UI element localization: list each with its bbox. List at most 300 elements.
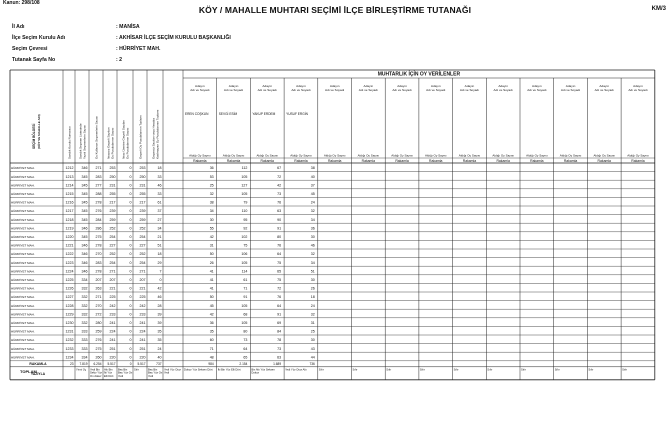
- row-value: 345: [81, 183, 88, 188]
- column-header: Sandık Kurulu Numarası: [67, 126, 72, 159]
- row-value: 0: [129, 260, 132, 265]
- row-vote: 35: [209, 329, 214, 334]
- row-vote: 76: [277, 295, 282, 300]
- row-value: 346: [81, 166, 88, 171]
- row-value: 0: [129, 209, 132, 214]
- row-value: 37: [157, 209, 162, 214]
- row-vote: 78: [277, 338, 282, 343]
- row-value: 51: [157, 243, 162, 248]
- info-label: İlçe Seçim Kurulu Adı: [12, 35, 66, 41]
- votes-header: MUHTARLIK İÇİN OY VERİLENLER: [377, 71, 461, 78]
- candidate-head: Adı ve Soyadı: [358, 88, 378, 92]
- row-vote: 42: [209, 312, 214, 317]
- row-district: HÜRRİYET MAH.: [11, 329, 35, 334]
- row-value: 233: [139, 312, 146, 317]
- candidate-head: Adayın: [228, 84, 239, 88]
- row-vote: 53: [209, 174, 214, 179]
- row-vote: 76: [277, 200, 282, 205]
- row-vote: 60: [209, 338, 214, 343]
- row-district: HÜRRİYET MAH.: [11, 278, 35, 282]
- row-value: 28: [157, 303, 162, 308]
- digits-label: Rakamla: [530, 159, 544, 163]
- column-header: Geçersiz Sayılan veya Hesaba: [151, 117, 156, 159]
- row-value: 259: [109, 217, 116, 222]
- row-vote: 32: [310, 252, 315, 257]
- page-title: KÖY / MAHALLE MUHTARI SEÇİMİ İLÇE BİRLEŞTİRME TUTANAĞI: [198, 5, 472, 15]
- row-value: 0: [129, 166, 132, 171]
- law-reference: Kanun: 298/108: [3, 0, 40, 6]
- candidate-head: Adayın: [633, 84, 643, 88]
- row-value: 221: [139, 286, 146, 291]
- row-value: 227: [109, 243, 116, 248]
- row-value: 345: [81, 235, 88, 239]
- row-district: HÜRRİYET MAH.: [11, 217, 35, 222]
- row-value: 220: [109, 355, 116, 360]
- column-header: (KÖY VE MAHALLE ADI): [37, 114, 41, 149]
- row-value: 0: [129, 329, 132, 334]
- vote-count-label: Aldığı Oy Sayısı: [189, 153, 211, 158]
- vote-count-label: Aldığı Oy Sayısı: [222, 153, 245, 158]
- words-cell: Altı Bin: [104, 368, 113, 372]
- words-cell: Elli Dört: [104, 374, 114, 378]
- row-value: 346: [81, 243, 88, 248]
- row-value: 217: [139, 200, 146, 205]
- row-value: 220: [139, 355, 146, 360]
- row-value: 46: [157, 295, 162, 300]
- row-value: 207: [139, 278, 146, 282]
- candidate-name: EREN COŞKUN: [185, 112, 209, 116]
- column-header: İtiraz Üzerine Geçerli Sayılan: [121, 120, 126, 159]
- candidate-head: Adayın: [397, 84, 407, 88]
- words-cell: Beş Yüz On: [118, 371, 133, 375]
- row-vote: 61: [243, 278, 248, 282]
- row-value: 254: [139, 235, 146, 239]
- row-district: HÜRRİYET MAH.: [11, 260, 35, 265]
- digits-label: Rakamla: [260, 159, 274, 163]
- vote-count-label: Aldığı Oy Sayısı: [256, 153, 279, 158]
- row-value: 254: [139, 260, 146, 265]
- row-vote: 72: [277, 174, 282, 179]
- row-value: 1223: [65, 260, 74, 265]
- row-value: 333: [81, 329, 88, 334]
- row-value: 286: [95, 226, 102, 231]
- candidate-head: Adı ve Soyadı: [493, 88, 513, 92]
- words-cell: Sekiz Yüz: [90, 371, 102, 375]
- row-value: 277: [95, 183, 102, 188]
- row-vote: 36: [310, 226, 315, 231]
- row-value: 1230: [65, 321, 74, 325]
- row-value: 270: [95, 252, 102, 257]
- row-value: 1219: [65, 226, 74, 231]
- row-vote: 106: [241, 252, 248, 257]
- row-value: 225: [109, 295, 116, 300]
- candidate-head: Adayın: [363, 84, 374, 88]
- row-vote: 67: [277, 166, 282, 171]
- row-value: 1234: [65, 355, 74, 360]
- row-value: 21: [157, 235, 162, 239]
- row-value: 1225: [65, 278, 74, 282]
- total-vote: 984: [208, 362, 214, 367]
- row-value: 253: [109, 166, 116, 171]
- row-value: 346: [81, 269, 88, 274]
- words-vote: Sıfır: [318, 368, 324, 372]
- row-value: 0: [129, 200, 132, 205]
- candidate-head: Adayın: [296, 84, 306, 88]
- words-vote: Sıfır: [622, 368, 628, 372]
- row-value: 288: [95, 192, 102, 196]
- row-value: 0: [129, 235, 132, 239]
- row-value: 263: [95, 286, 102, 291]
- row-vote: 44: [310, 355, 315, 360]
- row-value: 239: [139, 209, 146, 214]
- vote-count-label: Aldığı Oy Sayısı: [424, 153, 447, 158]
- row-vote: 45: [310, 192, 315, 196]
- row-value: 0: [129, 269, 132, 274]
- row-value: 332: [81, 312, 88, 317]
- words-vote: Sıfır: [521, 368, 526, 372]
- row-value: 271: [109, 269, 116, 274]
- row-vote: 30: [310, 338, 315, 343]
- row-district: HÜRRİYET MAH.: [11, 269, 35, 274]
- row-value: 221: [109, 286, 116, 291]
- digits-label: Rakamla: [563, 159, 578, 163]
- row-value: 29: [157, 260, 162, 265]
- row-value: 1218: [65, 217, 74, 222]
- digits-label: Rakamla: [294, 159, 308, 163]
- row-value: 225: [139, 295, 146, 300]
- row-vote: 41: [209, 269, 214, 274]
- row-value: 346: [81, 252, 88, 257]
- row-vote: 92: [243, 226, 248, 231]
- row-vote: 34: [209, 209, 214, 214]
- row-value: 242: [109, 303, 116, 308]
- row-vote: 76: [277, 243, 282, 248]
- row-value: 276: [95, 338, 102, 343]
- row-value: 271: [95, 166, 102, 171]
- row-vote: 75: [277, 278, 282, 282]
- vote-count-label: Aldığı Oy Sayısı: [627, 153, 649, 158]
- total-vote: 2.154: [239, 362, 248, 367]
- words-cell: Sıfır: [134, 368, 139, 372]
- words-vote: Yedi Yüz Otuz Altı: [285, 368, 307, 372]
- row-vote: 41: [209, 278, 214, 282]
- row-vote: 55: [209, 226, 214, 231]
- row-vote: 91: [243, 295, 248, 300]
- row-value: 0: [129, 346, 132, 351]
- total-row-label: TOPLAM: [20, 368, 37, 374]
- row-value: 1229: [65, 312, 74, 317]
- words-vote: Sıfır: [386, 368, 392, 372]
- row-district: HÜRRİYET MAH.: [11, 166, 35, 171]
- row-value: 224: [109, 329, 116, 334]
- row-district: HÜRRİYET MAH.: [11, 321, 35, 325]
- candidate-head: Adayın: [195, 84, 205, 88]
- vote-count-label: Aldığı Oy Sayısı: [391, 153, 413, 158]
- vote-count-label: Aldığı Oy Sayısı: [458, 153, 481, 158]
- row-vote: 37: [310, 183, 315, 188]
- candidate-head: Adı ve Soyadı: [291, 88, 311, 92]
- words-vote: Dokuz Yüz Seksen Dört: [184, 368, 213, 372]
- row-value: 252: [109, 226, 116, 231]
- candidate-head: Adı ve Soyadı: [257, 88, 277, 92]
- row-district: HÜRRİYET MAH.: [11, 312, 35, 317]
- vote-count-label: Aldığı Oy Sayısı: [290, 153, 312, 158]
- row-vote: 40: [310, 174, 315, 179]
- row-value: 332: [81, 286, 88, 291]
- row-value: 207: [95, 278, 102, 282]
- row-vote: 102: [241, 235, 248, 239]
- candidate-head: Adı ve Soyadı: [527, 88, 547, 92]
- column-header: Geçerli Oy Pusulalarının Toplamı: [138, 115, 143, 159]
- row-value: 1231: [65, 329, 74, 334]
- row-value: 275: [95, 346, 102, 351]
- candidate-head: Adı ve Soyadı: [628, 88, 648, 92]
- candidate-head: Adayın: [599, 84, 610, 88]
- words-vote: Bin Altı Yüz Seksen: [251, 368, 275, 372]
- digits-label: Rakamla: [631, 159, 645, 163]
- row-value: 241: [109, 338, 116, 343]
- row-value: 259: [95, 329, 102, 334]
- row-vote: 91: [277, 226, 282, 231]
- row-value: 233: [109, 312, 116, 317]
- row-vote: 36: [209, 321, 214, 325]
- row-vote: 51: [310, 269, 315, 274]
- row-value: 1227: [65, 295, 74, 300]
- column-header: Oy Pusulalarının Sayısı: [110, 127, 115, 159]
- row-value: 346: [81, 260, 88, 265]
- row-vote: 127: [241, 183, 248, 188]
- row-value: 0: [129, 355, 132, 360]
- row-value: 0: [129, 183, 132, 188]
- row-district: HÜRRİYET MAH.: [11, 286, 35, 291]
- row-value: 35: [157, 329, 162, 334]
- row-vote: 50: [209, 252, 214, 257]
- candidate-head: Adayın: [498, 84, 508, 88]
- vote-count-label: Aldığı Oy Sayısı: [593, 153, 616, 158]
- row-value: 251: [139, 346, 146, 351]
- row-value: 1216: [65, 200, 74, 205]
- row-district: HÜRRİYET MAH.: [11, 209, 35, 214]
- column-header: Oy Kullanan Seçmenlerin Sayısı: [94, 115, 99, 159]
- column-header: İtirazsız Geçerli Sayılan: [106, 127, 111, 159]
- row-value: 283: [95, 260, 102, 265]
- row-value: 1217: [65, 209, 74, 214]
- row-value: 332: [81, 303, 88, 308]
- words-vote: Sıfır: [588, 368, 594, 372]
- row-value: 231: [139, 183, 146, 188]
- info-value: : AKHİSAR İLÇE SEÇİM KURULU BAŞKANLIĞI: [116, 35, 231, 41]
- row-vote: 84: [277, 329, 282, 334]
- row-value: 270: [95, 303, 102, 308]
- candidate-head: Adı ve Soyadı: [426, 88, 446, 92]
- vote-count-label: Aldığı Oy Sayısı: [526, 153, 548, 158]
- row-value: 239: [109, 209, 116, 214]
- words-vote: Sıfır: [453, 368, 459, 372]
- row-district: HÜRRİYET MAH.: [11, 243, 35, 248]
- row-vote: 31: [310, 321, 315, 325]
- candidate-head: Adı ve Soyadı: [325, 88, 345, 92]
- row-value: 0: [129, 312, 132, 317]
- row-value: 40: [157, 355, 162, 360]
- digits-label: Rakamla: [395, 159, 409, 163]
- candidate-head: Adı ve Soyadı: [594, 88, 614, 92]
- row-value: 1226: [65, 286, 74, 291]
- candidate-head: Adayın: [464, 84, 475, 88]
- info-label: Tutanak Sayfa No: [12, 57, 56, 63]
- row-district: HÜRRİYET MAH.: [11, 226, 35, 231]
- digits-label: Rakamla: [496, 159, 510, 163]
- row-value: 1214: [65, 183, 74, 188]
- row-district: HÜRRİYET MAH.: [11, 252, 35, 257]
- row-vote: 69: [277, 321, 282, 325]
- row-value: 0: [129, 226, 132, 231]
- row-value: 1232: [65, 338, 74, 343]
- totals-label: RAKAMLA: [29, 362, 47, 367]
- row-value: 241: [109, 321, 116, 325]
- row-value: 46: [157, 183, 162, 188]
- row-value: 207: [109, 278, 116, 282]
- row-vote: 25: [209, 183, 214, 188]
- row-vote: 43: [310, 346, 315, 351]
- row-value: 250: [109, 174, 116, 179]
- row-value: 1224: [65, 269, 74, 274]
- row-vote: 25: [310, 329, 315, 334]
- column-header: Oy Pusulalarının Sayısı: [125, 127, 130, 159]
- row-value: 260: [95, 355, 102, 360]
- row-vote: 32: [310, 209, 315, 214]
- words-cell: Yedi: [148, 374, 154, 378]
- row-value: 242: [139, 303, 146, 308]
- row-value: 284: [95, 217, 102, 222]
- total-value: 7.819: [79, 362, 88, 367]
- row-vote: 79: [243, 200, 248, 205]
- row-vote: 46: [310, 243, 315, 248]
- total-vote: 1.689: [273, 362, 282, 367]
- row-value: 39: [157, 321, 162, 325]
- row-value: 345: [81, 200, 88, 205]
- row-value: 278: [95, 243, 102, 248]
- vote-count-label: Aldığı Oy Sayısı: [492, 153, 514, 158]
- total-vote: 736: [309, 362, 315, 367]
- total-value: 0: [129, 362, 132, 367]
- row-value: 272: [95, 312, 102, 317]
- row-value: 280: [95, 321, 102, 325]
- row-value: 7: [159, 269, 162, 274]
- row-value: 0: [129, 217, 132, 222]
- row-value: 1212: [65, 166, 74, 171]
- row-value: 250: [139, 174, 146, 179]
- row-value: 333: [81, 346, 88, 351]
- row-value: 259: [139, 217, 146, 222]
- digits-label: Rakamla: [429, 159, 443, 163]
- row-vote: 112: [241, 166, 248, 171]
- total-value: 6.254: [93, 362, 102, 367]
- row-value: 332: [81, 295, 88, 300]
- row-vote: 80: [243, 329, 248, 334]
- row-vote: 30: [310, 278, 315, 282]
- row-vote: 64: [277, 303, 282, 308]
- row-value: 252: [139, 226, 146, 231]
- row-value: 33: [157, 192, 162, 196]
- digits-label: Rakamla: [462, 159, 477, 163]
- candidate-head: Adı ve Soyadı: [459, 88, 480, 92]
- row-vote: 38: [310, 166, 315, 171]
- row-value: 276: [95, 209, 102, 214]
- row-vote: 48: [209, 355, 214, 360]
- row-vote: 32: [310, 312, 315, 317]
- row-vote: 91: [277, 312, 282, 317]
- digits-label: Rakamla: [327, 159, 342, 163]
- row-value: 61: [157, 200, 162, 205]
- row-vote: 71: [209, 346, 214, 351]
- words-vote: Sıfır: [554, 368, 560, 372]
- words-cell: Beş Bin: [148, 368, 158, 372]
- row-value: 18: [157, 166, 162, 171]
- column-header: Katılmayan Oy Pusulalarının Toplamı: [155, 109, 160, 159]
- row-value: 332: [81, 321, 88, 325]
- words-label: YAZIYLA: [30, 371, 46, 376]
- row-vote: 18: [310, 295, 315, 300]
- row-vote: 31: [209, 243, 214, 248]
- row-value: 0: [159, 278, 162, 282]
- row-value: 253: [139, 166, 146, 171]
- row-value: 255: [109, 192, 116, 196]
- row-value: 334: [81, 278, 88, 282]
- words-cell: Beş Bin: [118, 368, 128, 372]
- row-vote: 34: [310, 260, 315, 265]
- row-value: 252: [139, 252, 146, 257]
- candidate-name: YAKUP ERDEM: [252, 112, 276, 116]
- row-vote: 110: [241, 209, 248, 214]
- row-vote: 26: [209, 260, 214, 265]
- row-value: 271: [139, 269, 146, 274]
- row-vote: 32: [209, 192, 214, 196]
- column-header: Sandık Seçmen Listesinde: [78, 123, 83, 159]
- digits-label: Rakamla: [193, 159, 207, 163]
- candidate-head: Adayın: [329, 84, 340, 88]
- row-value: 0: [129, 278, 132, 282]
- row-vote: 30: [209, 217, 214, 222]
- row-vote: 75: [243, 243, 248, 248]
- row-vote: 95: [243, 217, 248, 222]
- form-code: KM/3: [651, 6, 666, 12]
- words-cell: On dokuz: [90, 374, 102, 378]
- row-district: HÜRRİYET MAH.: [11, 338, 35, 343]
- row-vote: 41: [209, 286, 214, 291]
- words-cell: Yedi: [164, 371, 170, 375]
- column-header: SEÇİM BÖLGESİ: [32, 123, 36, 149]
- words-cell: Yedi Yüz Otuz: [164, 368, 181, 372]
- info-value: : 2: [116, 57, 123, 63]
- row-vote: 105: [241, 192, 248, 196]
- row-vote: 73: [243, 338, 248, 343]
- info-label: İl Adı: [12, 24, 25, 30]
- total-value: 5.517: [137, 362, 146, 367]
- row-value: 255: [139, 192, 146, 196]
- row-value: 271: [95, 295, 102, 300]
- digits-label: Rakamla: [226, 159, 241, 163]
- row-value: 1228: [65, 303, 74, 308]
- row-value: 1215: [65, 192, 74, 196]
- row-value: 0: [129, 243, 132, 248]
- row-value: 334: [81, 355, 88, 360]
- column-header: Yazılı Seçmenlerin Sayısı: [82, 125, 87, 159]
- candidate-head: Adayın: [565, 84, 576, 88]
- words-cell: Yedi: [118, 374, 124, 378]
- candidate-name: SEVGİ ESİM: [218, 112, 238, 116]
- row-vote: 65: [243, 355, 248, 360]
- row-vote: 73: [277, 346, 282, 351]
